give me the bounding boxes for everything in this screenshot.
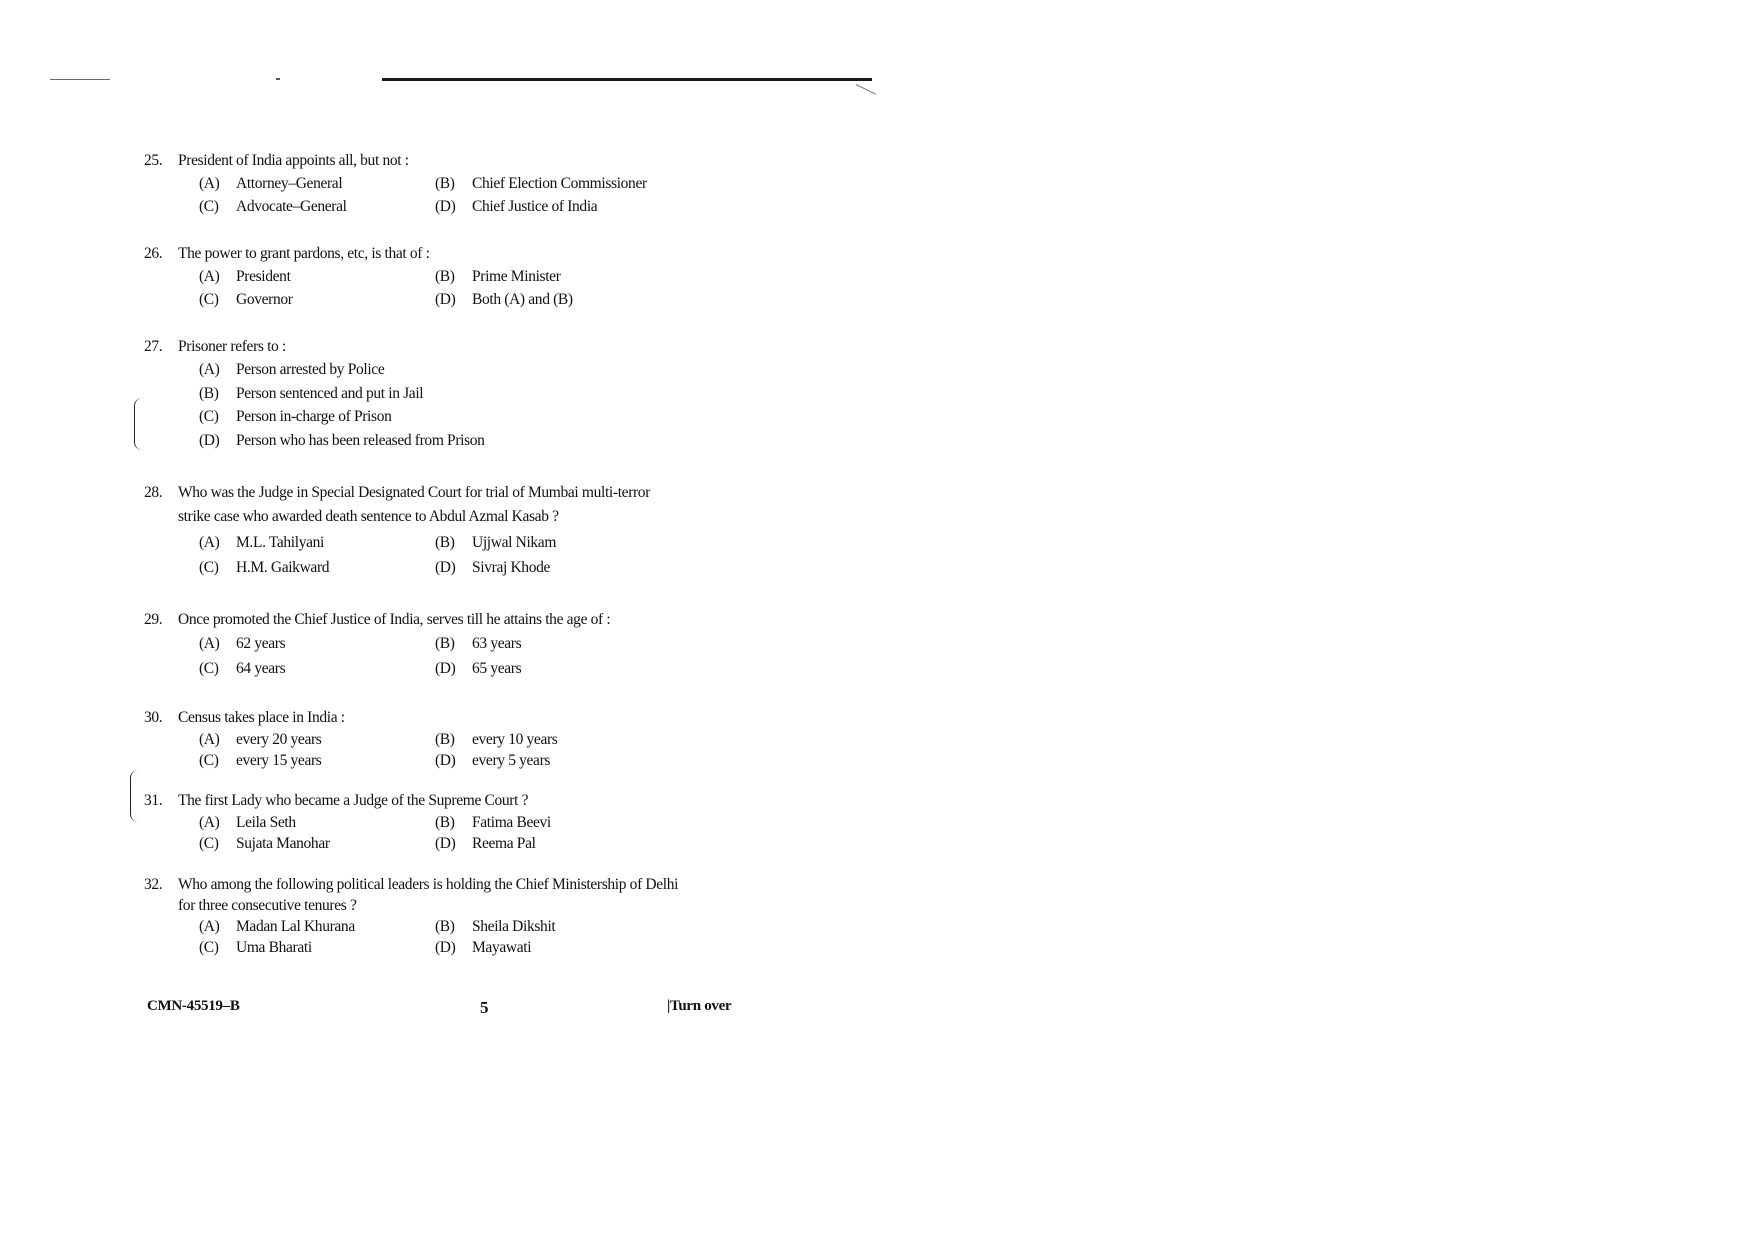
question-number: 30. (144, 709, 163, 726)
option-label: (A) (199, 361, 220, 378)
question-30 (144, 706, 844, 771)
question-text: Once promoted the Chief Justice of India, serves till he attains the age of : (178, 611, 611, 628)
question-text: The first Lady who became a Judge of the Supreme Court ? (178, 792, 529, 809)
option-text: Governor (236, 291, 293, 308)
turn-over-note: |Turn over (667, 998, 732, 1014)
question-31 (144, 789, 844, 854)
option-d (435, 195, 671, 218)
option-text: Person who has been released from Prison (236, 431, 485, 449)
option-label: (D) (435, 291, 456, 308)
scan-mark (276, 78, 280, 80)
option-c (199, 195, 435, 218)
option-c (199, 555, 435, 580)
option-text: every 5 years (472, 752, 551, 769)
option-label: (B) (435, 534, 455, 551)
option-b (435, 530, 671, 555)
option-text: every 20 years (236, 731, 322, 748)
question-number: 28. (144, 484, 163, 501)
option-label: (B) (435, 918, 455, 935)
option-text: 65 years (472, 660, 522, 677)
option-text: Leila Seth (236, 814, 296, 831)
option-text: President (236, 268, 291, 285)
question-28 (144, 481, 844, 580)
margin-bracket (130, 770, 139, 822)
option-text: Fatima Beevi (472, 814, 551, 831)
question-number: 32. (144, 876, 163, 893)
option-label: (A) (199, 918, 220, 935)
option-text: Advocate–General (236, 198, 347, 215)
option-c (199, 750, 435, 771)
option-text: Prime Minister (472, 268, 561, 285)
option-label: (A) (199, 534, 220, 551)
question-32 (144, 873, 844, 958)
option-a (199, 265, 435, 288)
options (199, 812, 844, 854)
option-text: Ujjwal Nikam (472, 534, 557, 551)
question-text-continued: for three consecutive tenures ? (178, 897, 357, 914)
header-rule (382, 78, 872, 81)
option-text: 62 years (236, 635, 286, 652)
page-number: 5 (480, 998, 489, 1017)
option-text: Sivraj Khode (472, 559, 551, 576)
option-label: (A) (199, 175, 220, 192)
option-text: Sheila Dikshit (472, 918, 556, 935)
option-d (435, 750, 671, 771)
options (199, 172, 844, 218)
question-number: 25. (144, 152, 163, 169)
question-text: Who among the following political leaders is holding the Chief Ministership of Delhi (178, 876, 679, 893)
option-text: H.M. Gaikward (236, 559, 330, 576)
option-b (435, 812, 671, 833)
option-b (435, 172, 671, 195)
option-d (435, 833, 671, 854)
option-d (435, 656, 671, 681)
option-label: (B) (435, 175, 455, 192)
option-label: (D) (435, 660, 456, 677)
question-29 (144, 608, 844, 681)
option-label: (C) (199, 291, 219, 308)
option-text: Uma Bharati (236, 939, 312, 956)
option-label: (D) (435, 559, 456, 576)
question-text: President of India appoints all, but not : (178, 152, 409, 169)
question-text: Prisoner refers to : (178, 338, 286, 355)
option-b (435, 631, 671, 656)
options (199, 729, 844, 771)
option-label: (C) (199, 198, 219, 215)
question-text-continued: strike case who awarded death sentence to Abdul Azmal Kasab ? (178, 508, 559, 525)
option-d (435, 288, 671, 311)
option-text: Person in-charge of Prison (236, 408, 392, 425)
option-label: (C) (199, 408, 219, 425)
option-label: (B) (199, 384, 219, 402)
option-label: (D) (435, 939, 456, 956)
option-a (199, 631, 435, 656)
question-27 (144, 335, 844, 452)
option-label: (A) (199, 635, 220, 652)
option-label: (D) (435, 752, 456, 769)
option-b (435, 729, 671, 750)
question-26 (144, 242, 844, 311)
paper-code: CMN-45519–B (147, 998, 240, 1014)
margin-bracket (134, 398, 143, 450)
question-25 (144, 149, 844, 218)
question-number: 31. (144, 792, 163, 809)
option-c (199, 656, 435, 681)
option-a (199, 358, 699, 382)
option-text: Chief Justice of India (472, 198, 598, 215)
option-label: (C) (199, 939, 219, 956)
option-text: every 15 years (236, 752, 322, 769)
option-text: Both (A) and (B) (472, 291, 573, 308)
option-a (199, 530, 435, 555)
option-label: (C) (199, 752, 219, 769)
option-text: Madan Lal Khurana (236, 918, 355, 935)
options (199, 530, 844, 580)
option-label: (D) (435, 835, 456, 852)
option-label: (C) (199, 660, 219, 677)
option-label: (B) (435, 635, 455, 652)
options (199, 265, 844, 311)
option-label: (A) (199, 731, 220, 748)
option-d (435, 555, 671, 580)
option-c (199, 833, 435, 854)
option-b (199, 382, 699, 406)
options (199, 916, 844, 958)
option-c (199, 288, 435, 311)
option-text: Sujata Manohar (236, 835, 330, 852)
option-label: (B) (435, 268, 455, 285)
option-text: Mayawati (472, 939, 532, 956)
option-a (199, 916, 435, 937)
question-text: The power to grant pardons, etc, is that of : (178, 245, 430, 262)
question-number: 29. (144, 611, 163, 628)
option-b (435, 916, 671, 937)
option-c (199, 405, 699, 429)
option-b (435, 265, 671, 288)
question-text: Census takes place in India : (178, 709, 345, 726)
question-text: Who was the Judge in Special Designated Court for trial of Mumbai multi-terror (178, 484, 651, 501)
option-text: Person arrested by Police (236, 361, 385, 378)
options (199, 358, 844, 452)
scan-rule-short (50, 79, 110, 80)
option-text: 64 years (236, 660, 286, 677)
option-label: (C) (199, 835, 219, 852)
option-a (199, 172, 435, 195)
option-text: Person sentenced and put in Jail (236, 384, 424, 402)
scan-rule-tail (856, 84, 876, 95)
option-text: Chief Election Commissioner (472, 175, 647, 192)
option-c (199, 937, 435, 958)
question-number: 26. (144, 245, 163, 262)
question-number: 27. (144, 338, 163, 355)
option-text: 63 years (472, 635, 522, 652)
option-label: (B) (435, 814, 455, 831)
option-d (435, 937, 671, 958)
option-label: (A) (199, 268, 220, 285)
option-label: (C) (199, 559, 219, 576)
option-a (199, 729, 435, 750)
option-label: (D) (199, 431, 220, 449)
option-text: Attorney–General (236, 175, 343, 192)
option-a (199, 812, 435, 833)
option-text: M.L. Tahilyani (236, 534, 325, 551)
option-text: every 10 years (472, 731, 558, 748)
option-label: (D) (435, 198, 456, 215)
option-label: (B) (435, 731, 455, 748)
options (199, 631, 844, 681)
option-d (199, 429, 699, 453)
option-text: Reema Pal (472, 835, 536, 852)
option-label: (A) (199, 814, 220, 831)
